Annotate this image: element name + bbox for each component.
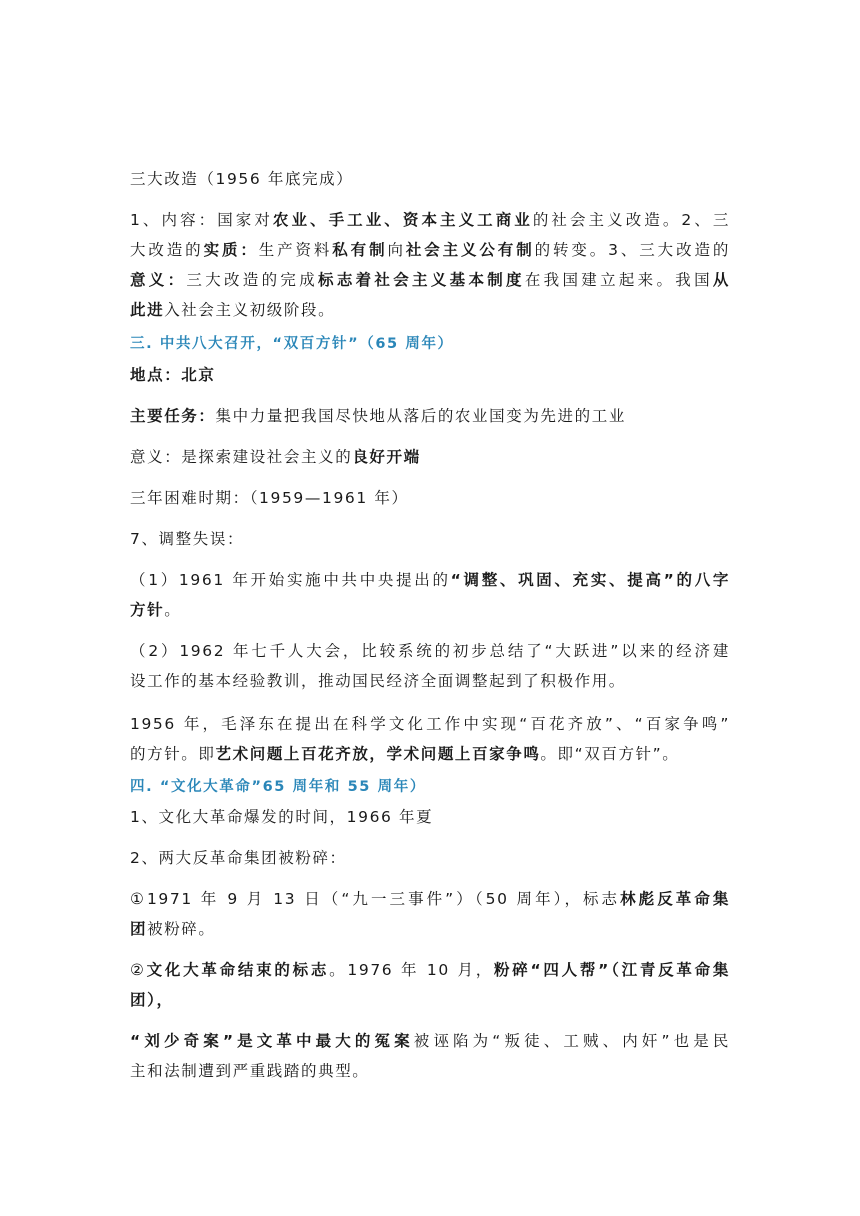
text: 入社会主义初级阶段。 (164, 301, 336, 319)
text: 在我国建立起来。我国 (524, 271, 713, 289)
meaning-line (130, 446, 730, 468)
bold-text: “刘少奇案”是文革中最大的冤案 (130, 1032, 414, 1050)
bold-text: 私有制 (332, 241, 388, 259)
paragraph-content-line-1 (130, 209, 730, 231)
crush-item-2-line-2 (130, 989, 730, 1011)
crush-item-2-line-1 (130, 959, 730, 981)
bold-text: 文化大革命结束的标志 (146, 961, 330, 979)
section-heading-three: 三. 中共八大召开，“双百方针”（65 周年） (130, 336, 454, 352)
text: ①1971 年 9 月 13 日（“九一三事件”）（50 周年），标志 (130, 890, 621, 908)
cultural-revolution-line-1: 1、文化大革命爆发的时间，1966 年夏 (130, 808, 434, 826)
liu-case-line-1 (130, 1030, 730, 1052)
paragraph-content-line-3 (130, 269, 730, 291)
paragraph-content-line-2 (130, 239, 730, 261)
text: 的社会主义改造。2、三 (532, 211, 730, 229)
paragraph-content-line-4 (130, 299, 730, 321)
text: 。即“双百方针”。 (540, 745, 680, 763)
bold-text: 此进 (130, 301, 165, 319)
text: 意义：是探索建设社会主义的 (130, 448, 353, 466)
bold-text: 林彪反革命集 (620, 890, 730, 908)
text: 1、内容：国家对 (130, 211, 273, 229)
bold-text: 粉碎“四人帮”（江青反革命集 (493, 961, 730, 979)
paragraph-1956-line-1: 1956 年，毛泽东在提出在科学文化工作中实现“百花齐放”、“百家争鸣” (130, 715, 730, 733)
adjust-item-1-line-2 (130, 599, 730, 621)
bold-text: 团）， (130, 991, 174, 1009)
text: ② (130, 961, 147, 979)
bold-text: 从 (712, 271, 730, 289)
adjust-item-2-line-2: 设工作的基本经验教训，推动国民经济全面调整起到了积极作用。 (130, 672, 626, 690)
bold-text: 社会主义公有制 (405, 241, 535, 259)
text: 被粉碎。 (147, 920, 216, 938)
adjust-item-2-line-1: （2）1962 年七千人大会，比较系统的初步总结了“大跃进”以来的经济建 (130, 642, 730, 660)
adjust-title-line: 7、调整失误： (130, 530, 245, 548)
liu-case-line-2: 主和法制遭到严重践踏的典型。 (130, 1062, 370, 1080)
text: 的方针。即 (130, 745, 216, 763)
bold-text: “调整、巩固、充实、提高”的八字 (450, 571, 730, 589)
bold-text: 良好开端 (352, 448, 421, 466)
crush-item-1-line-1 (130, 888, 730, 910)
paragraph-1956-line-2 (130, 743, 730, 765)
bold-text: 主要任务： (130, 407, 216, 425)
crush-item-1-line-2 (130, 918, 730, 940)
paragraph-three-transformations-title: 三大改造（1956 年底完成） (130, 170, 354, 188)
main-task-line (130, 405, 730, 427)
text: 的转变。3、三大改造的 (534, 241, 730, 259)
bold-text: 意义： (130, 271, 187, 289)
text: 被诬陷为“叛徒、工贼、内奸”也是民 (413, 1032, 731, 1050)
text: 向 (387, 241, 406, 259)
hard-years-line: 三年困难时期：（1959—1961 年） (130, 489, 409, 507)
text: 集中力量把我国尽快地从落后的农业国变为先进的工业 (215, 407, 626, 425)
text: 。 (164, 601, 182, 619)
bold-text: 标志着社会主义基本制度 (318, 271, 525, 289)
cultural-revolution-line-2: 2、两大反革命集团被粉碎： (130, 849, 347, 867)
bold-text: 团 (130, 920, 148, 938)
bold-text: 艺术问题上百花齐放，学术问题上百家争鸣 (215, 745, 541, 763)
location-line: 地点：北京 (130, 366, 216, 384)
section-heading-four: 四. “文化大革命”65 周年和 55 周年） (130, 779, 426, 795)
bold-text: 实质： (203, 241, 259, 259)
text: 大改造的 (130, 241, 204, 259)
text: 。1976 年 10 月， (329, 961, 494, 979)
bold-text: 方针 (130, 601, 165, 619)
text: 三大改造的完成 (186, 271, 319, 289)
text: 生产资料 (258, 241, 333, 259)
bold-text: 农业、手工业、资本主义工商业 (272, 211, 533, 229)
text: （1）1961 年开始实施中共中央提出的 (130, 571, 451, 589)
adjust-item-1-line-1 (130, 569, 730, 591)
